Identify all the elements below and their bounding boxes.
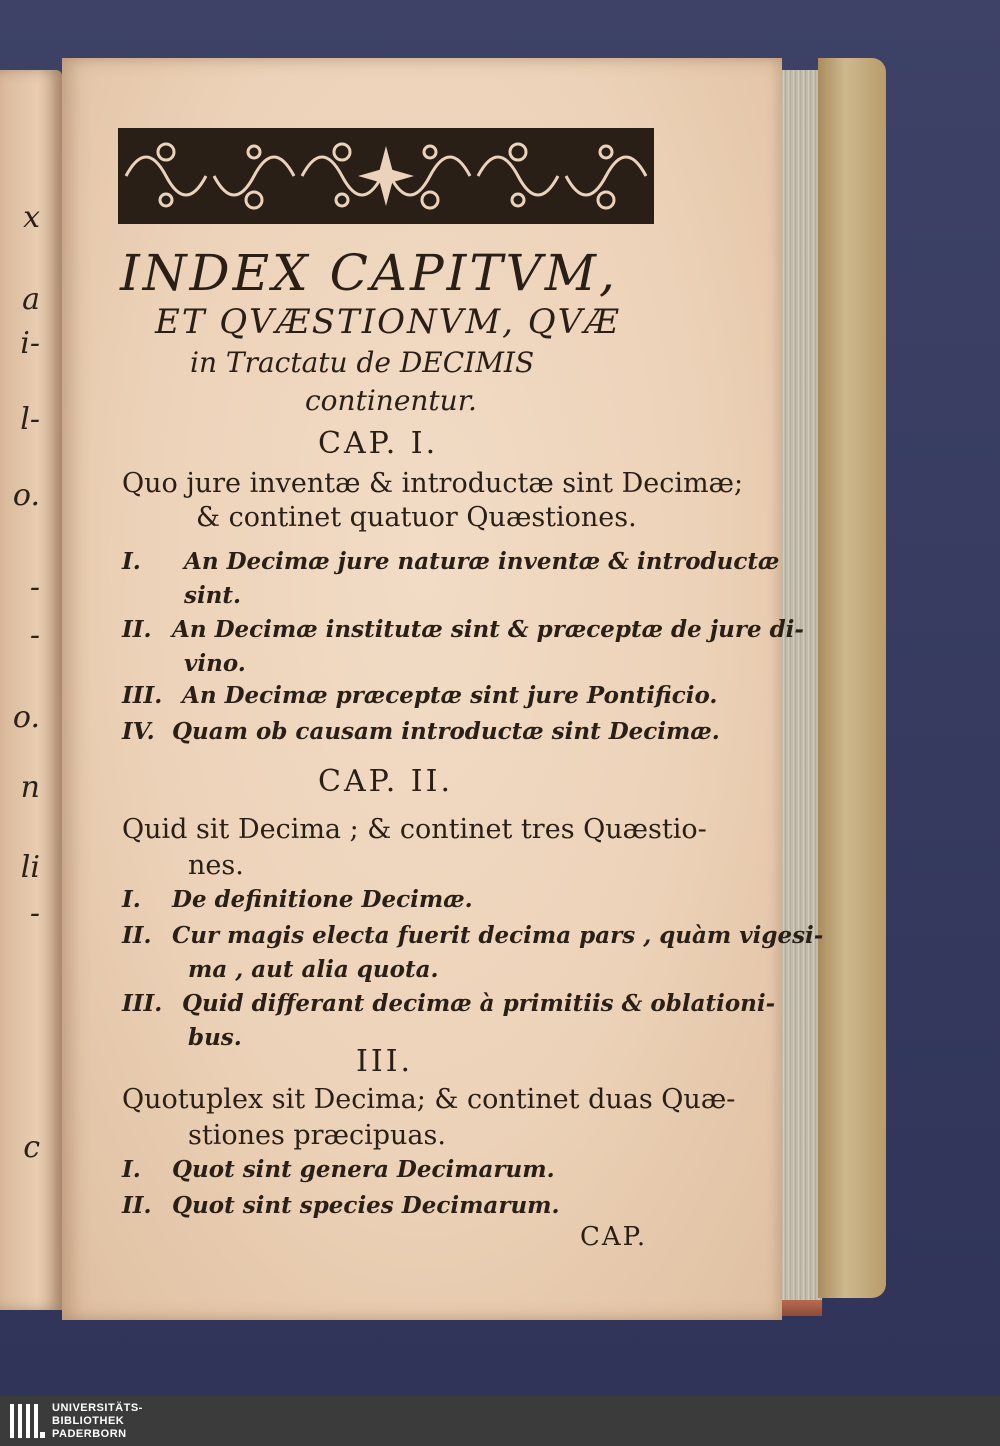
left-page-fragment: -: [29, 618, 40, 653]
library-name-line: UNIVERSITÄTS-: [52, 1402, 143, 1414]
catchword: CAP.: [580, 1222, 648, 1252]
question-text: bus.: [188, 1024, 242, 1051]
left-page-fragment: a: [22, 282, 40, 317]
question-text: Quot sint genera Decimarum.: [172, 1156, 555, 1183]
chapter-intro-line: stiones præcipuas.: [188, 1120, 446, 1151]
question-number: III.: [122, 990, 163, 1017]
question-text: Quot sint species Decimarum.: [172, 1192, 560, 1219]
title-line-4: continentur.: [305, 384, 477, 417]
chapter-heading: CAP. II.: [318, 764, 454, 799]
question-number: I.: [122, 886, 141, 913]
title-line-2: ET QVÆSTIONVM, QVÆ: [155, 302, 621, 342]
left-page-fragment: n: [20, 770, 40, 805]
question-text: sint.: [184, 582, 242, 609]
chapter-heading: III.: [356, 1044, 414, 1079]
question-text: ma , aut alia quota.: [188, 956, 439, 983]
left-facing-page: [0, 70, 62, 1310]
question-number: I.: [122, 1156, 141, 1183]
question-text: An Decimæ institutæ sint & præceptæ de jure di-: [172, 616, 804, 643]
ornament-headpiece-icon: [118, 128, 654, 224]
left-page-fragment: o.: [12, 700, 40, 735]
left-page-fragment: li: [20, 850, 40, 885]
chapter-intro-line: Quotuplex sit Decima; & continet duas Quæ-: [122, 1084, 736, 1115]
question-text: vino.: [184, 650, 246, 677]
question-number: II.: [122, 922, 152, 949]
left-page-fragment: l-: [20, 402, 40, 437]
question-text: An Decimæ præceptæ sint jure Pontificio.: [182, 682, 718, 709]
question-number: IV.: [122, 718, 155, 745]
chapter-intro-line: Quid sit Decima ; & continet tres Quæstio-: [122, 814, 707, 845]
chapter-heading: CAP. I.: [318, 426, 439, 461]
library-name-line: BIBLIOTHEK: [52, 1415, 125, 1427]
question-number: III.: [122, 682, 163, 709]
book-cover: [818, 58, 886, 1298]
library-name: [52, 1402, 143, 1441]
question-number: II.: [122, 616, 152, 643]
title-line-3: in Tractatu de DECIMIS: [190, 346, 535, 379]
university-library-logo-icon: [8, 1402, 46, 1440]
footer-bar: [0, 1396, 1000, 1446]
chapter-intro-line: Quo jure inventæ & introductæ sint Decimæ;: [122, 468, 744, 499]
library-name-line: PADERBORN: [52, 1428, 127, 1440]
left-page-fragment: x: [23, 200, 40, 235]
question-text: Cur magis electa fuerit decima pars , quàm vigesi-: [172, 922, 824, 949]
question-text: De definitione Decimæ.: [172, 886, 473, 913]
page-edges: [782, 70, 822, 1300]
left-page-fragment: c: [23, 1130, 40, 1165]
left-page-fragment: i-: [20, 326, 40, 361]
left-page-fragment: -: [29, 896, 40, 931]
question-text: Quam ob causam introductæ sint Decimæ.: [172, 718, 720, 745]
chapter-intro-line: & continet quatuor Quæstiones.: [196, 502, 637, 533]
left-page-fragment: -: [29, 570, 40, 605]
left-page-fragment: o.: [12, 478, 40, 513]
question-text: An Decimæ jure naturæ inventæ & introductæ: [184, 548, 780, 575]
question-number: II.: [122, 1192, 152, 1219]
question-number: I.: [122, 548, 141, 575]
question-text: Quid differant decimæ à primitiis & oblationi-: [182, 990, 776, 1017]
chapter-intro-line: nes.: [188, 850, 244, 881]
page-title: INDEX CAPITVM,: [120, 244, 618, 302]
